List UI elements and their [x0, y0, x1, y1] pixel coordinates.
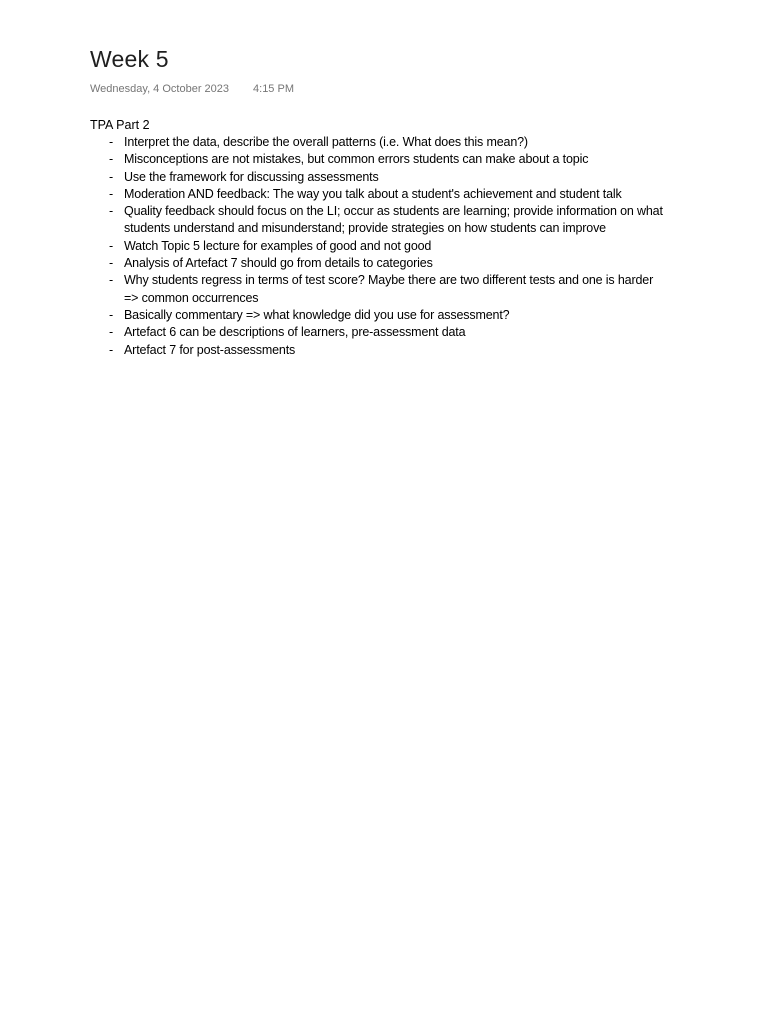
list-item-text: Use the framework for discussing assessments	[124, 169, 379, 184]
list-item[interactable]	[90, 342, 670, 359]
page-date: Wednesday, 4 October 2023	[90, 83, 230, 95]
list-item[interactable]	[90, 151, 670, 168]
bullet-dash: -	[109, 325, 114, 340]
page-title[interactable]: Week 5	[90, 46, 169, 72]
list-item[interactable]	[90, 255, 670, 272]
list-item-text: Misconceptions are not mistakes, but common errors students can make about a topic	[124, 152, 589, 167]
bullet-dash: -	[109, 238, 114, 253]
list-item[interactable]	[90, 272, 670, 307]
list-item[interactable]	[90, 186, 670, 203]
list-item[interactable]	[90, 169, 670, 186]
bullet-dash: -	[109, 186, 114, 201]
page-timestamp	[90, 83, 294, 95]
list-item-text: Moderation AND feedback: The way you talk about a student's achievement and student talk	[124, 186, 622, 201]
list-item[interactable]	[90, 134, 670, 151]
list-item-text: Analysis of Artefact 7 should go from details to categories	[124, 256, 433, 271]
list-item[interactable]	[90, 203, 670, 238]
bullet-dash: -	[109, 135, 114, 149]
list-item-text: Interpret the data, describe the overall patterns (i.e. What does this mean?)	[124, 135, 528, 149]
bullet-dash: -	[109, 256, 114, 271]
list-item[interactable]	[90, 324, 670, 341]
list-item-text: Watch Topic 5 lecture for examples of good and not good	[124, 238, 432, 253]
bullet-dash: -	[109, 307, 114, 322]
bullet-dash: -	[109, 169, 114, 184]
page-time: 4:15 PM	[253, 83, 294, 95]
list-item-text: Why students regress in terms of test score? Maybe there are two different tests and one is harder => common occurrences	[124, 273, 654, 305]
bullet-dash: -	[109, 204, 114, 219]
bullet-dash: -	[109, 342, 114, 357]
bullet-dash: -	[109, 152, 114, 167]
list-item[interactable]	[90, 238, 670, 255]
bullet-dash: -	[109, 273, 114, 288]
list-item-text: Artefact 6 can be descriptions of learners, pre-assessment data	[124, 325, 466, 340]
list-item[interactable]	[90, 307, 670, 324]
list-item-text: Quality feedback should focus on the LI; occur as students are learning; provide information on what students understand and misunderstand; provide strategies on how students can improve	[124, 204, 663, 236]
notes-list	[90, 134, 670, 359]
section-heading[interactable]: TPA Part 2	[90, 118, 150, 132]
list-item-text: Artefact 7 for post-assessments	[124, 342, 296, 357]
list-item-text: Basically commentary => what knowledge did you use for assessment?	[124, 307, 510, 322]
